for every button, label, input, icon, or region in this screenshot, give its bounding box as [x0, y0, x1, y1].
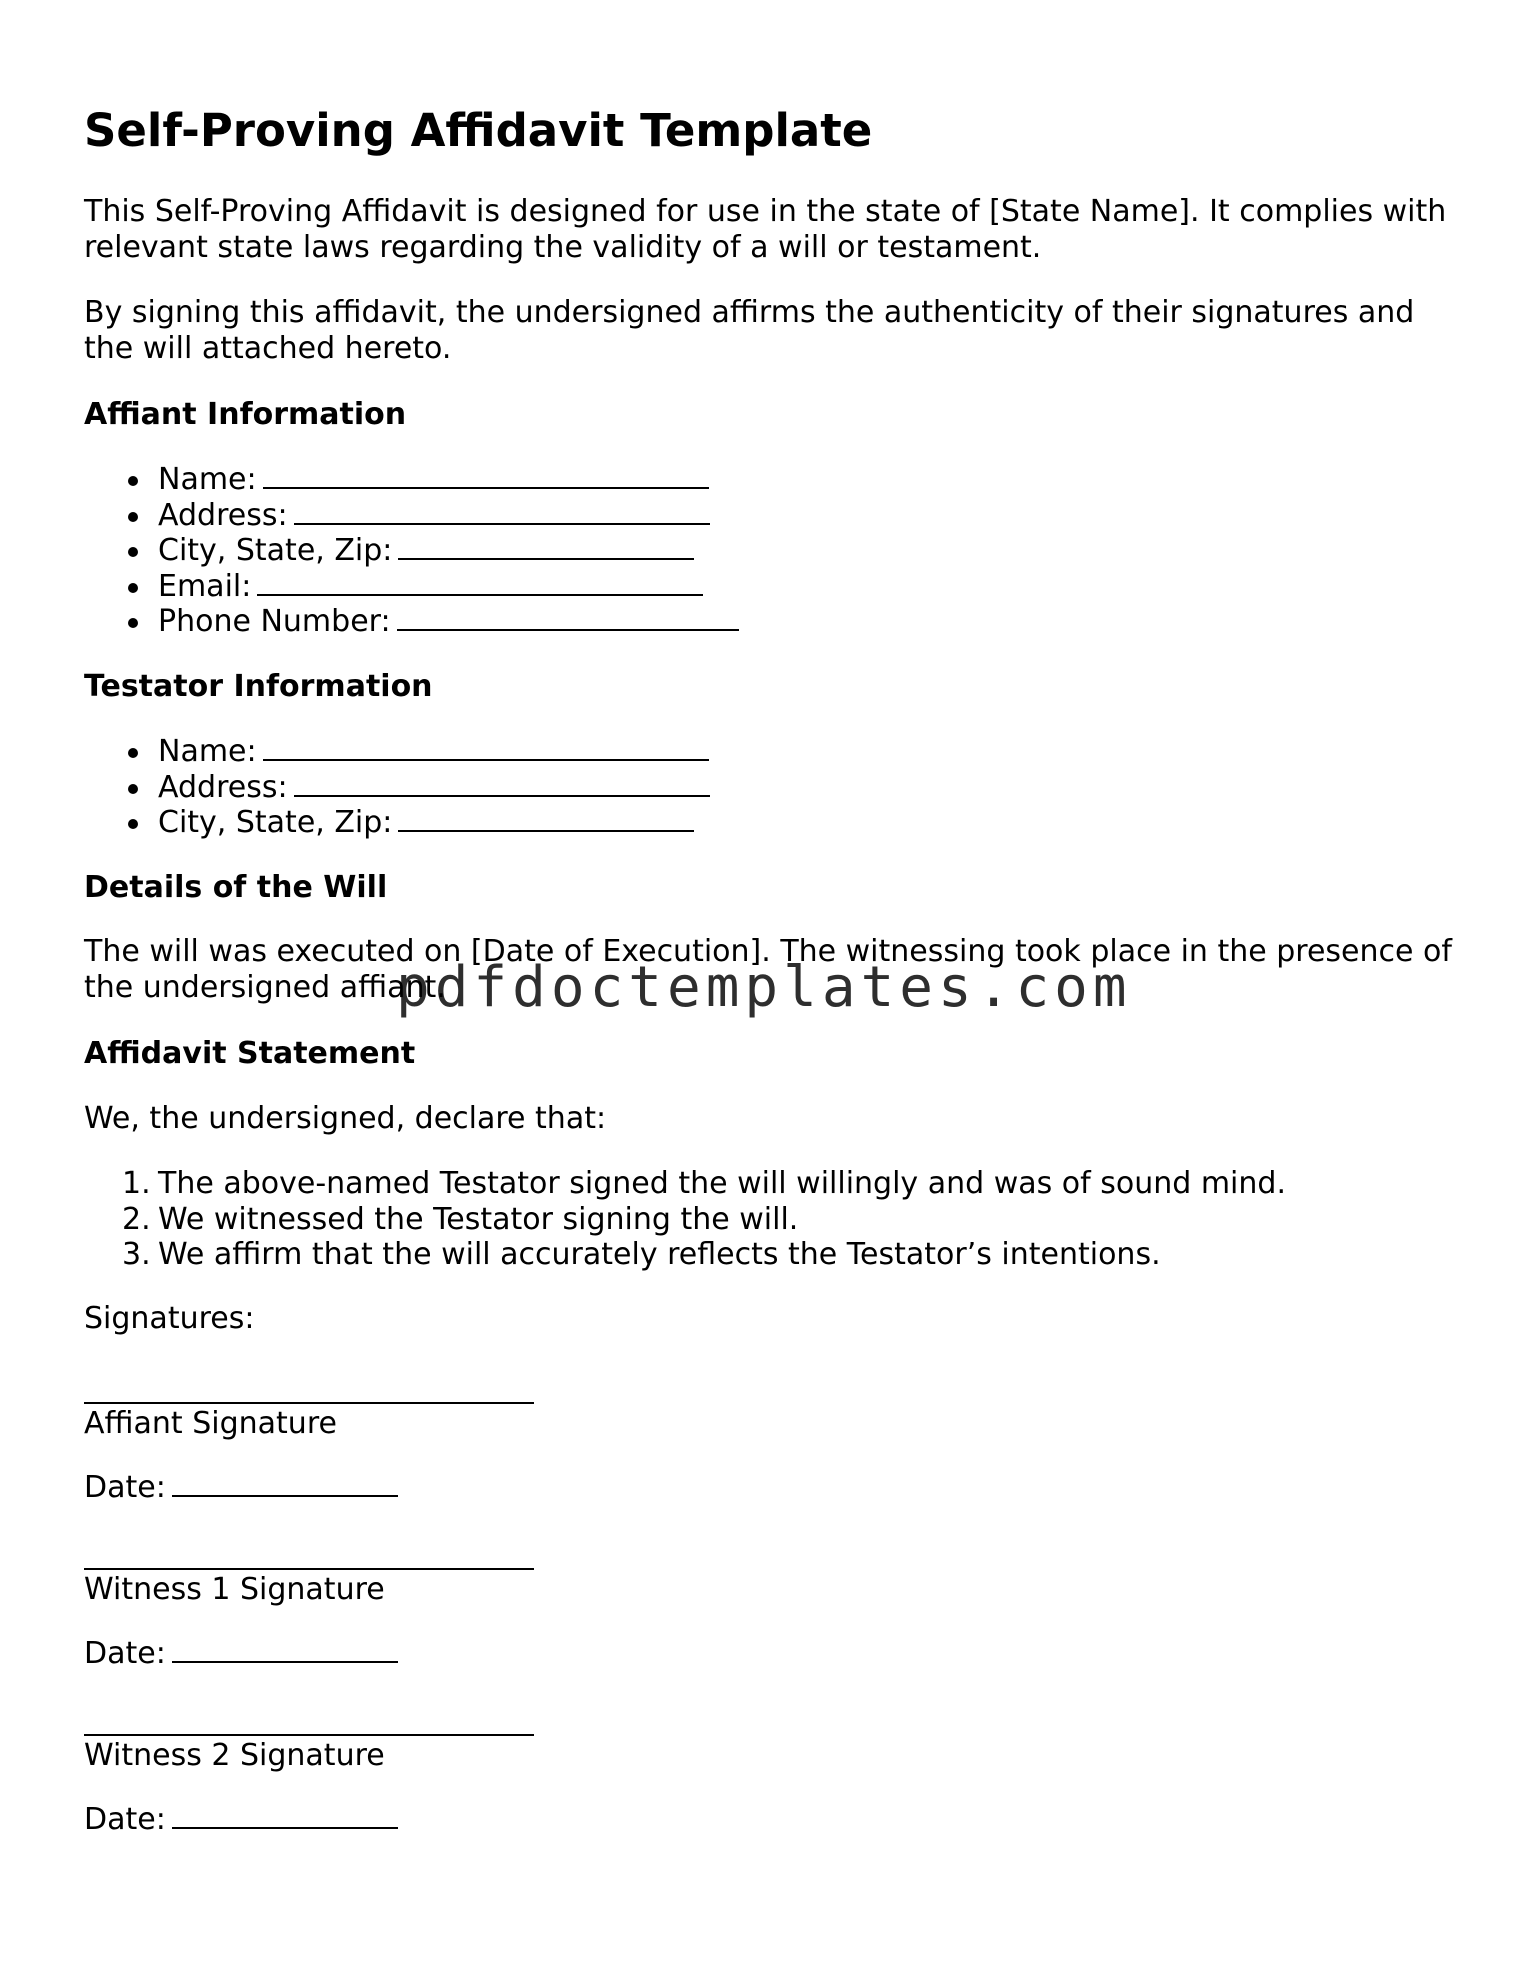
- testator-address-field[interactable]: Address:: [84, 770, 710, 806]
- testator-city-state-zip-field[interactable]: City, State, Zip:: [84, 805, 710, 841]
- blank-line: [398, 829, 694, 832]
- witness-2-signature-label: Witness 2 Signature: [84, 1738, 385, 1773]
- intro-paragraph-2: By signing this affidavit, the undersigned affirms the authenticity of their signatures and the will attached hereto.: [84, 295, 1415, 366]
- affiant-name-field[interactable]: Name:: [84, 462, 739, 498]
- affiant-heading: Affiant Information: [84, 397, 407, 432]
- blank-line: [172, 1660, 398, 1663]
- statement-intro: We, the undersigned, declare that:: [84, 1101, 607, 1136]
- affiant-signature-line[interactable]: [84, 1402, 534, 1404]
- will-details-heading: Details of the Will: [84, 870, 388, 905]
- watermark: pdfdoctemplates.com: [396, 955, 1132, 1020]
- bullet-icon: [128, 512, 138, 522]
- bullet-icon: [128, 583, 138, 593]
- blank-line: [172, 1494, 398, 1497]
- blank-line: [397, 628, 739, 631]
- page-title: Self-Proving Affidavit Template: [84, 104, 873, 157]
- blank-line: [257, 593, 703, 596]
- witness-1-date-field[interactable]: Date:: [84, 1636, 398, 1672]
- will-details-text: The will was executed on [Date of Execution]. The witnessing took place in the presence of the undersigned affiant.: [84, 934, 1452, 1005]
- bullet-icon: [128, 819, 138, 829]
- blank-line: [263, 758, 709, 761]
- declaration-list: [84, 1166, 1286, 1273]
- declaration-item: 2. We witnessed the Testator signing the will.: [122, 1201, 799, 1237]
- declaration-item: 3. We affirm that the will accurately reflects the Testator’s intentions.: [122, 1237, 1161, 1272]
- intro-paragraph-1: This Self-Proving Affidavit is designed for use in the state of [State Name]. It complies with relevant state laws regarding the validity of a will or testament.: [84, 194, 1447, 265]
- witness-2-signature-line[interactable]: [84, 1734, 534, 1736]
- statement-heading: Affidavit Statement: [84, 1036, 416, 1071]
- blank-line: [263, 486, 709, 489]
- blank-line: [294, 794, 710, 797]
- bullet-icon: [128, 476, 138, 486]
- bullet-icon: [128, 748, 138, 758]
- witness-1-signature-line[interactable]: [84, 1568, 534, 1570]
- blank-line: [294, 522, 710, 525]
- blank-line: [398, 557, 694, 560]
- affiant-fields-list: [84, 462, 739, 640]
- affiant-phone-field[interactable]: Phone Number:: [84, 604, 739, 640]
- blank-line: [172, 1826, 398, 1829]
- affiant-signature-label: Affiant Signature: [84, 1406, 337, 1441]
- testator-name-field[interactable]: Name:: [84, 734, 710, 770]
- affiant-date-field[interactable]: Date:: [84, 1470, 398, 1506]
- testator-heading: Testator Information: [84, 669, 433, 704]
- bullet-icon: [128, 547, 138, 557]
- witness-2-date-field[interactable]: Date:: [84, 1802, 398, 1838]
- witness-1-signature-label: Witness 1 Signature: [84, 1572, 385, 1607]
- signatures-label: Signatures:: [84, 1301, 255, 1336]
- affiant-city-state-zip-field[interactable]: City, State, Zip:: [84, 533, 739, 569]
- affiant-email-field[interactable]: Email:: [84, 569, 739, 605]
- testator-fields-list: [84, 734, 710, 841]
- bullet-icon: [128, 784, 138, 794]
- affiant-address-field[interactable]: Address:: [84, 498, 739, 534]
- bullet-icon: [128, 618, 138, 628]
- declaration-item: 1. The above-named Testator signed the will willingly and was of sound mind.: [122, 1166, 1286, 1201]
